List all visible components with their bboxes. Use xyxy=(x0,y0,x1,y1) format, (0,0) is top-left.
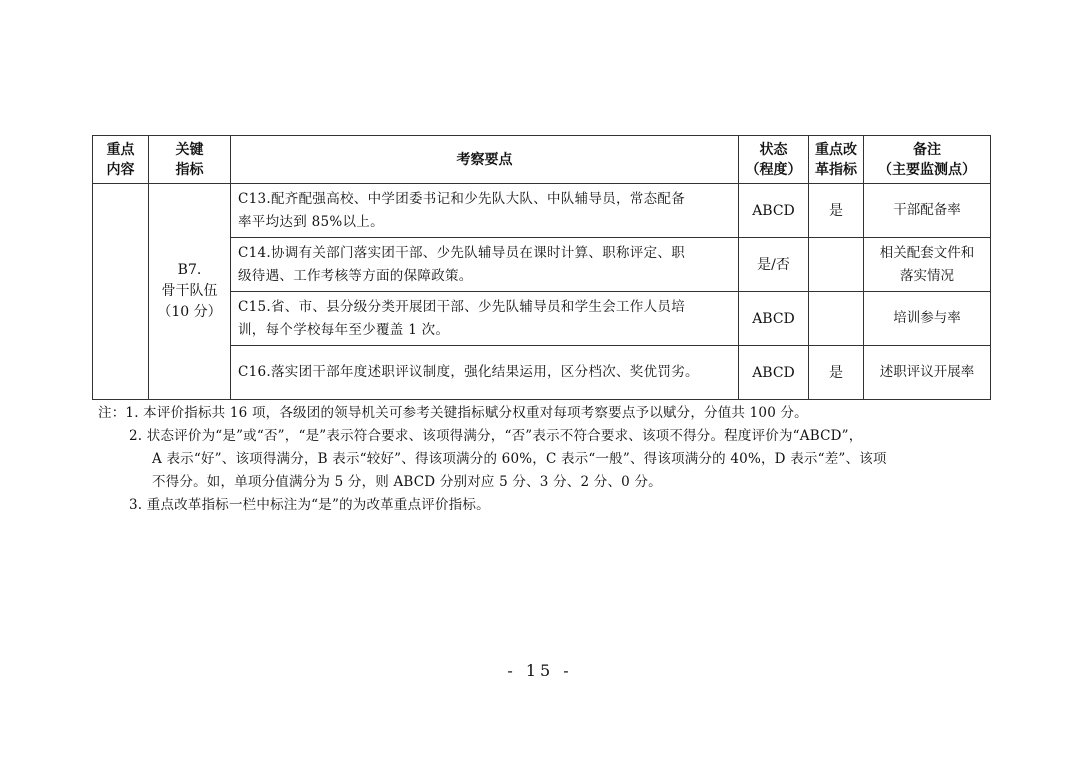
inspection-item-c15: C15.省、市、县分级分类开展团干部、少先队辅导员和学生会工作人员培 训，每个学校每年至少覆盖 1 次。 xyxy=(231,292,739,346)
indicator-b7-cell: B7. 骨干队伍 （10 分） xyxy=(149,184,231,400)
status-cell: ABCD xyxy=(739,184,809,238)
remark-cell: 培训参与率 xyxy=(864,292,991,346)
evaluation-table xyxy=(92,135,991,400)
notes-prefix: 注： xyxy=(98,405,126,421)
inspection-item-c16: C16.落实团干部年度述职评议制度，强化结果运用，区分档次、奖优罚劣。 xyxy=(231,346,739,400)
reform-cell: 是 xyxy=(809,184,864,238)
note-3: 3. 重点改革指标一栏中标注为“是”的为改革重点评价指标。 xyxy=(129,497,490,513)
reform-cell xyxy=(809,292,864,346)
status-cell: ABCD xyxy=(739,292,809,346)
inspection-item-c14: C14.协调有关部门落实团干部、少先队辅导员在课时计算、职称评定、职 级待遇、工作考核等方面的保障政策。 xyxy=(231,238,739,292)
remark-cell: 述职评议开展率 xyxy=(864,346,991,400)
key-content-cell xyxy=(93,184,149,400)
header-key-content: 重点 内容 xyxy=(93,136,149,184)
header-remarks: 备注 （主要监测点） xyxy=(864,136,991,184)
note-2-line-2: A 表示“好”、该项得满分，B 表示“较好”、得该项满分的 60%，C 表示“一般”、得该项满分的 40%，D 表示“差”、该项 xyxy=(152,451,887,467)
note-2-line-1: 2. 状态评价为“是”或“否”，“是”表示符合要求、该项得满分，“否”表示不符合要求、该项不得分。程度评价为“ABCD”， xyxy=(129,428,863,444)
note-2-line-3: 不得分。如，单项分值满分为 5 分，则 ABCD 分别对应 5 分、3 分、2 分、0 分。 xyxy=(152,474,662,490)
page-number: - 15 - xyxy=(507,661,573,680)
table-row xyxy=(93,184,991,238)
status-cell: 是/否 xyxy=(739,238,809,292)
table-notes xyxy=(98,402,988,517)
reform-cell: 是 xyxy=(809,346,864,400)
header-inspection-points: 考察要点 xyxy=(231,136,739,184)
reform-cell xyxy=(809,238,864,292)
table-header-row xyxy=(93,136,991,184)
note-1: 注：1. 本评价指标共 16 项，各级团的领导机关可参考关键指标赋分权重对每项考察要点予以赋分，分值共 100 分。 xyxy=(98,402,988,425)
remark-cell: 相关配套文件和 落实情况 xyxy=(864,238,991,292)
inspection-item-c13: C13.配齐配强高校、中学团委书记和少先队大队、中队辅导员，常态配备 率平均达到 85%以上。 xyxy=(231,184,739,238)
status-cell: ABCD xyxy=(739,346,809,400)
header-reform-indicator: 重点改 革指标 xyxy=(809,136,864,184)
header-status: 状态 （程度） xyxy=(739,136,809,184)
header-key-indicator: 关键 指标 xyxy=(149,136,231,184)
remark-cell: 干部配备率 xyxy=(864,184,991,238)
